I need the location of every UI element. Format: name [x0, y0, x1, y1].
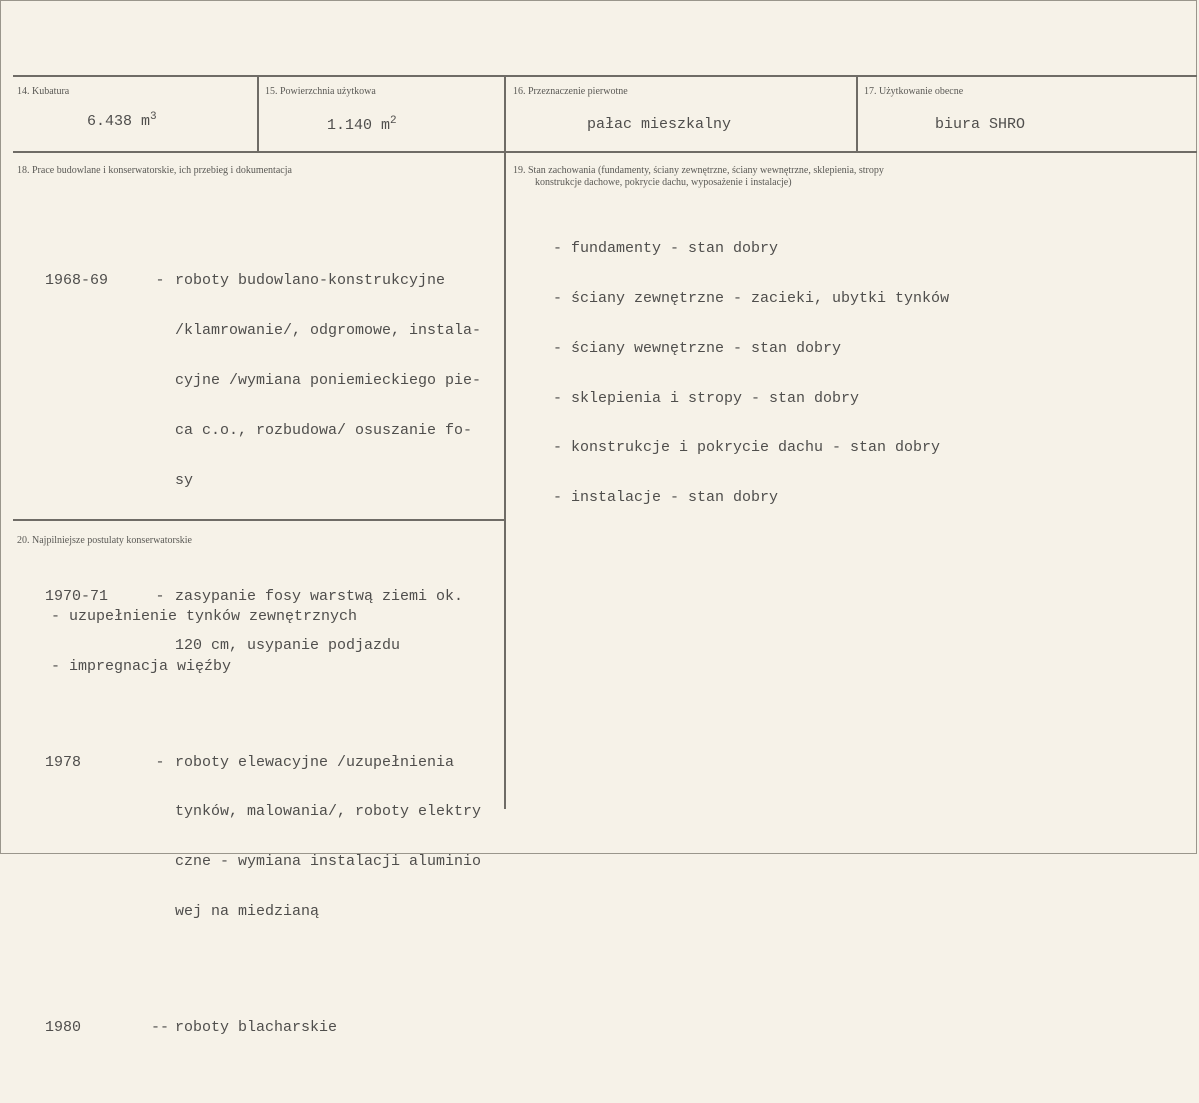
header-bottom-rule — [13, 151, 1197, 153]
main-column-divider — [504, 151, 506, 809]
prace-text: wej na miedzianą — [175, 902, 320, 920]
prace-line — [45, 423, 481, 440]
powierzchnia-unit-exponent: 2 — [390, 115, 397, 127]
divider-16-17 — [856, 75, 858, 153]
prace-line — [45, 904, 481, 921]
prace-label: 18. Prace budowlane i konserwatorskie, ich przebieg i dokumentacja — [17, 165, 292, 176]
stan-item: - konstrukcje i pokrycie dachu - stan dobry — [553, 439, 941, 457]
stan-item: - fundamenty - stan dobry — [553, 240, 779, 258]
prace-entry-1968 — [45, 240, 481, 522]
prace-text: roboty elewacyjne /uzupełnienia — [175, 753, 455, 771]
prace-entry-1978 — [45, 721, 481, 953]
prace-dash: - — [155, 272, 165, 290]
kubatura-label: 14. Kubatura — [17, 86, 70, 97]
postulaty-item: - uzupełnienie tynków zewnętrznych — [51, 608, 358, 626]
prace-text: cyjne /wymiana poniemieckiego pie- — [175, 371, 482, 389]
kubatura-unit-exponent: 3 — [150, 111, 157, 123]
prace-text: ca c.o., rozbudowa/ osuszanie fo- — [175, 421, 473, 439]
prace-text: tynków, malowania/, roboty elektry — [175, 803, 482, 821]
stan-list — [553, 208, 949, 540]
prace-dash: - — [155, 587, 165, 605]
uzytkowanie-value: biura SHRO — [935, 116, 1026, 133]
przeznaczenie-value: pałac mieszkalny — [587, 116, 732, 133]
prace-line — [45, 854, 481, 871]
prace-line — [45, 755, 481, 772]
stan-label-line-1: 19. Stan zachowania (fundamenty, ściany zewnętrzne, ściany wewnętrzne, sklepienia, stropy — [513, 165, 884, 176]
prace-line — [45, 273, 481, 290]
prace-line — [45, 804, 481, 821]
prace-text: roboty budowlano-konstrukcyjne — [175, 272, 446, 290]
divider-14-15 — [257, 75, 259, 153]
prace-text: sy — [175, 471, 194, 489]
prace-year: 1968-69 — [45, 272, 109, 290]
kubatura-number: 6.438 m — [87, 113, 151, 130]
prace-year: 1970-71 — [45, 587, 109, 605]
prace-dash: -- — [150, 1019, 169, 1037]
prace-entry-1980 — [45, 987, 481, 1070]
prace-text: czne - wymiana instalacji aluminio — [175, 853, 482, 871]
top-rule — [13, 75, 1197, 77]
prace-year: 1978 — [45, 753, 82, 771]
prace-text: /klamrowanie/, odgromowe, instala- — [175, 322, 482, 340]
postulaty-list — [51, 576, 357, 709]
prace-line — [45, 1020, 481, 1037]
prace-line — [45, 373, 481, 390]
prace-line — [45, 473, 481, 490]
prace-text: zasypanie fosy warstwą ziemi ok. — [175, 587, 464, 605]
prace-text: 120 cm, usypanie podjazdu — [175, 637, 401, 655]
postulaty-item: - impregnacja więźby — [51, 657, 232, 675]
stan-item: - instalacje - stan dobry — [553, 489, 779, 507]
przeznaczenie-label: 16. Przeznaczenie pierwotne — [513, 86, 628, 97]
uzytkowanie-label: 17. Użytkowanie obecne — [864, 86, 964, 97]
kubatura-value — [87, 111, 157, 130]
postulaty-label: 20. Najpilniejsze postulaty konserwatorskie — [17, 535, 192, 546]
prace-year: 1980 — [45, 1019, 82, 1037]
powierzchnia-number: 1.140 m — [327, 117, 391, 134]
divider-15-16 — [504, 75, 506, 153]
prace-dash: - — [155, 753, 165, 771]
powierzchnia-value — [327, 115, 397, 134]
prace-line — [45, 323, 481, 340]
stan-item: - ściany zewnętrzne - zacieki, ubytki tynków — [553, 289, 950, 307]
stan-item: - sklepienia i stropy - stan dobry — [553, 389, 860, 407]
prace-text: roboty blacharskie — [175, 1019, 338, 1037]
stan-label-line-2: konstrukcje dachowe, pokrycie dachu, wyposażenie i instalacje) — [535, 177, 792, 188]
powierzchnia-label: 15. Powierzchnia użytkowa — [265, 86, 376, 97]
stan-item: - ściany wewnętrzne - stan dobry — [553, 339, 842, 357]
